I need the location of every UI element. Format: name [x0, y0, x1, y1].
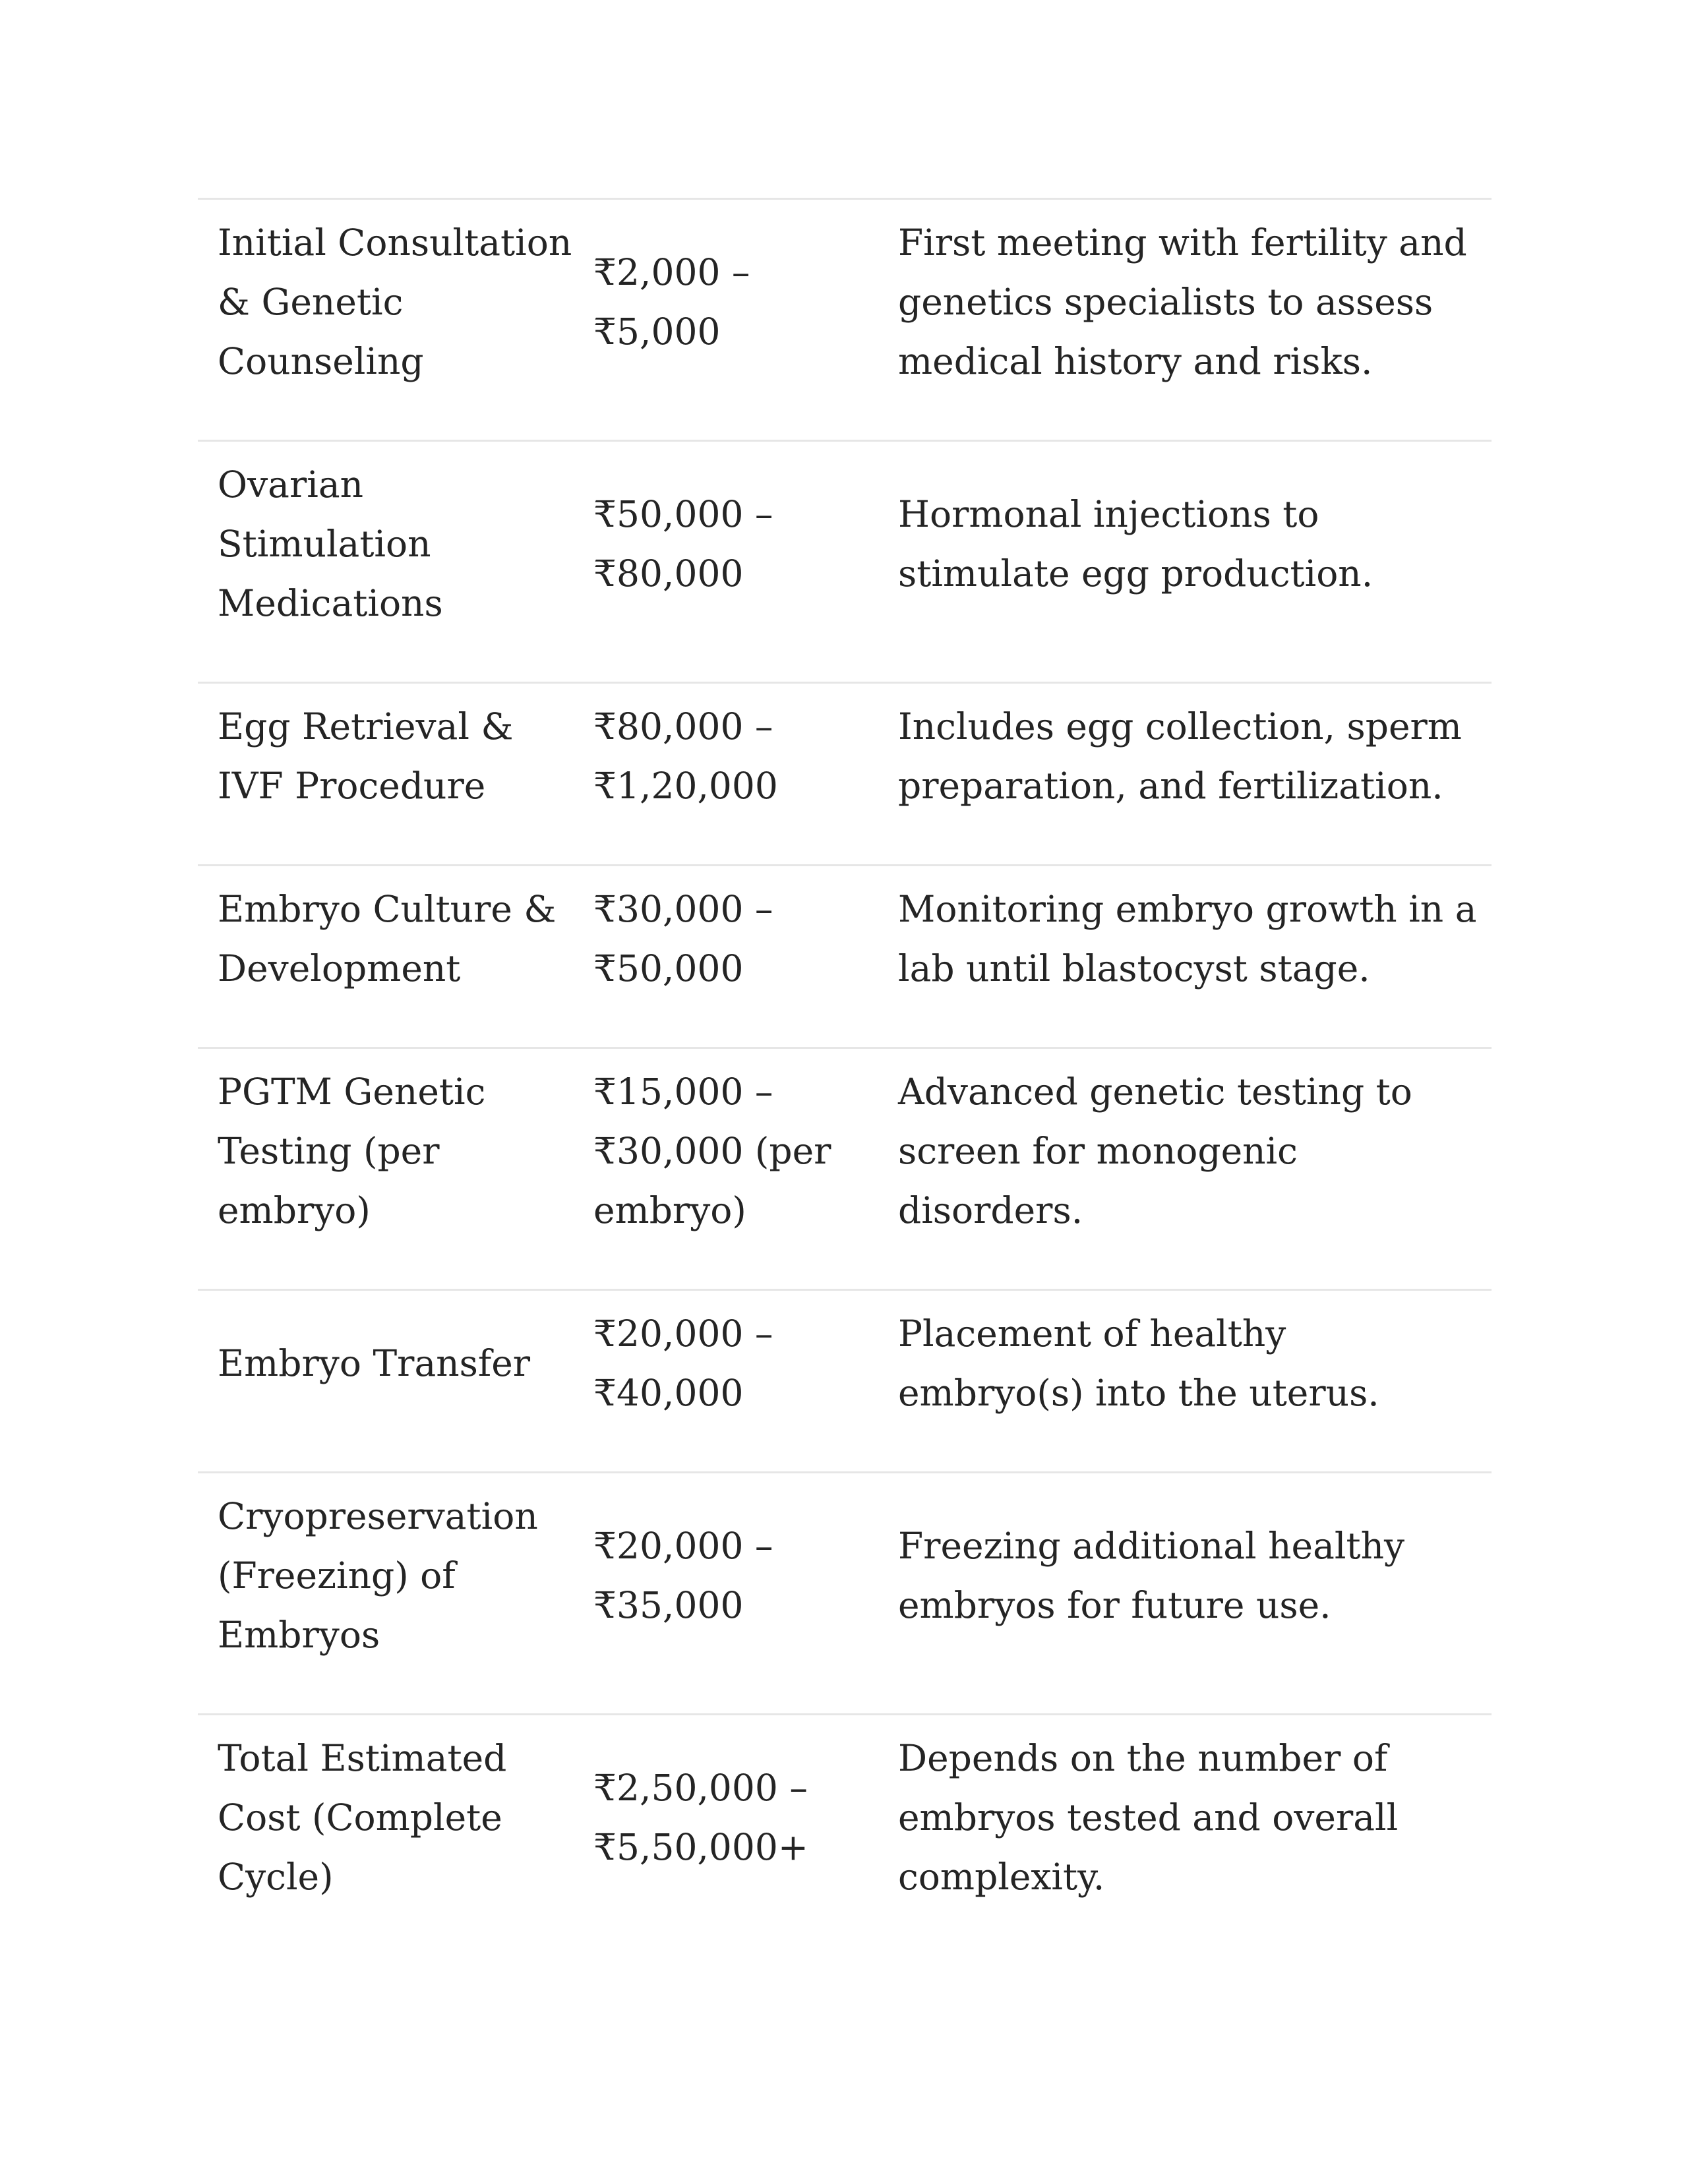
service-cell [198, 866, 587, 1048]
description-cell [891, 1048, 1492, 1290]
cost-table [198, 198, 1492, 1955]
table-row-transfer [198, 1290, 1492, 1473]
cost-cell [587, 441, 891, 683]
cost-table-body [198, 199, 1492, 1956]
table-row-culture [198, 866, 1492, 1048]
table-row-pgtm [198, 1048, 1492, 1290]
cost-range: ₹30,000 – ₹50,000 [593, 888, 773, 989]
description-cell [891, 1290, 1492, 1473]
table-row-consultation [198, 199, 1492, 441]
cost-range: ₹20,000 – ₹35,000 [593, 1525, 773, 1626]
service-cell [198, 1715, 587, 1956]
service-description: First meeting with fertility and genetics specialists to assess medical history and risks. [898, 221, 1467, 382]
cost-range: ₹15,000 – ₹30,000 (per embryo) [593, 1071, 831, 1231]
service-cell [198, 1048, 587, 1290]
cost-cell [587, 683, 891, 866]
service-cell [198, 199, 587, 441]
description-cell [891, 866, 1492, 1048]
cost-range: ₹80,000 – ₹1,20,000 [593, 705, 778, 807]
service-name: Embryo Culture & Development [218, 888, 557, 989]
service-cell [198, 683, 587, 866]
cost-cell [587, 866, 891, 1048]
service-name: Ovarian Stimulation Medications [218, 463, 443, 624]
service-description: Placement of healthy embryo(s) into the uterus. [898, 1313, 1379, 1414]
description-cell [891, 683, 1492, 866]
table-row-stimulation [198, 441, 1492, 683]
description-cell [891, 199, 1492, 441]
cost-cell [587, 1473, 891, 1715]
service-description: Freezing additional healthy embryos for future use. [898, 1525, 1405, 1626]
service-name: PGTM Genetic Testing (per embryo) [218, 1071, 486, 1231]
cost-cell [587, 199, 891, 441]
service-name: Total Estimated Cost (Complete Cycle) [218, 1737, 507, 1898]
service-description: Monitoring embryo growth in a lab until blastocyst stage. [898, 888, 1477, 989]
cost-cell [587, 1290, 891, 1473]
cost-range: ₹2,50,000 – ₹5,50,000+ [593, 1767, 808, 1868]
cost-range: ₹20,000 – ₹40,000 [593, 1313, 773, 1414]
description-cell [891, 441, 1492, 683]
service-name: Initial Consultation & Genetic Counseling [218, 221, 572, 382]
description-cell [891, 1473, 1492, 1715]
service-cell [198, 441, 587, 683]
table-row-retrieval [198, 683, 1492, 866]
cost-range: ₹50,000 – ₹80,000 [593, 493, 773, 595]
service-description: Hormonal injections to stimulate egg production. [898, 493, 1373, 595]
service-description: Depends on the number of embryos tested and overall complexity. [898, 1737, 1399, 1898]
description-cell [891, 1715, 1492, 1956]
table-row-cryopreservation [198, 1473, 1492, 1715]
cost-range: ₹2,000 – ₹5,000 [593, 251, 750, 353]
service-description: Advanced genetic testing to screen for monogenic disorders. [898, 1071, 1412, 1231]
cost-cell [587, 1715, 891, 1956]
service-name: Embryo Transfer [218, 1342, 531, 1384]
service-name: Cryopreservation (Freezing) of Embryos [218, 1495, 538, 1656]
table-row-total [198, 1715, 1492, 1956]
service-description: Includes egg collection, sperm preparation, and fertilization. [898, 705, 1462, 807]
service-cell [198, 1473, 587, 1715]
service-cell [198, 1290, 587, 1473]
cost-cell [587, 1048, 891, 1290]
service-name: Egg Retrieval & IVF Procedure [218, 705, 514, 807]
